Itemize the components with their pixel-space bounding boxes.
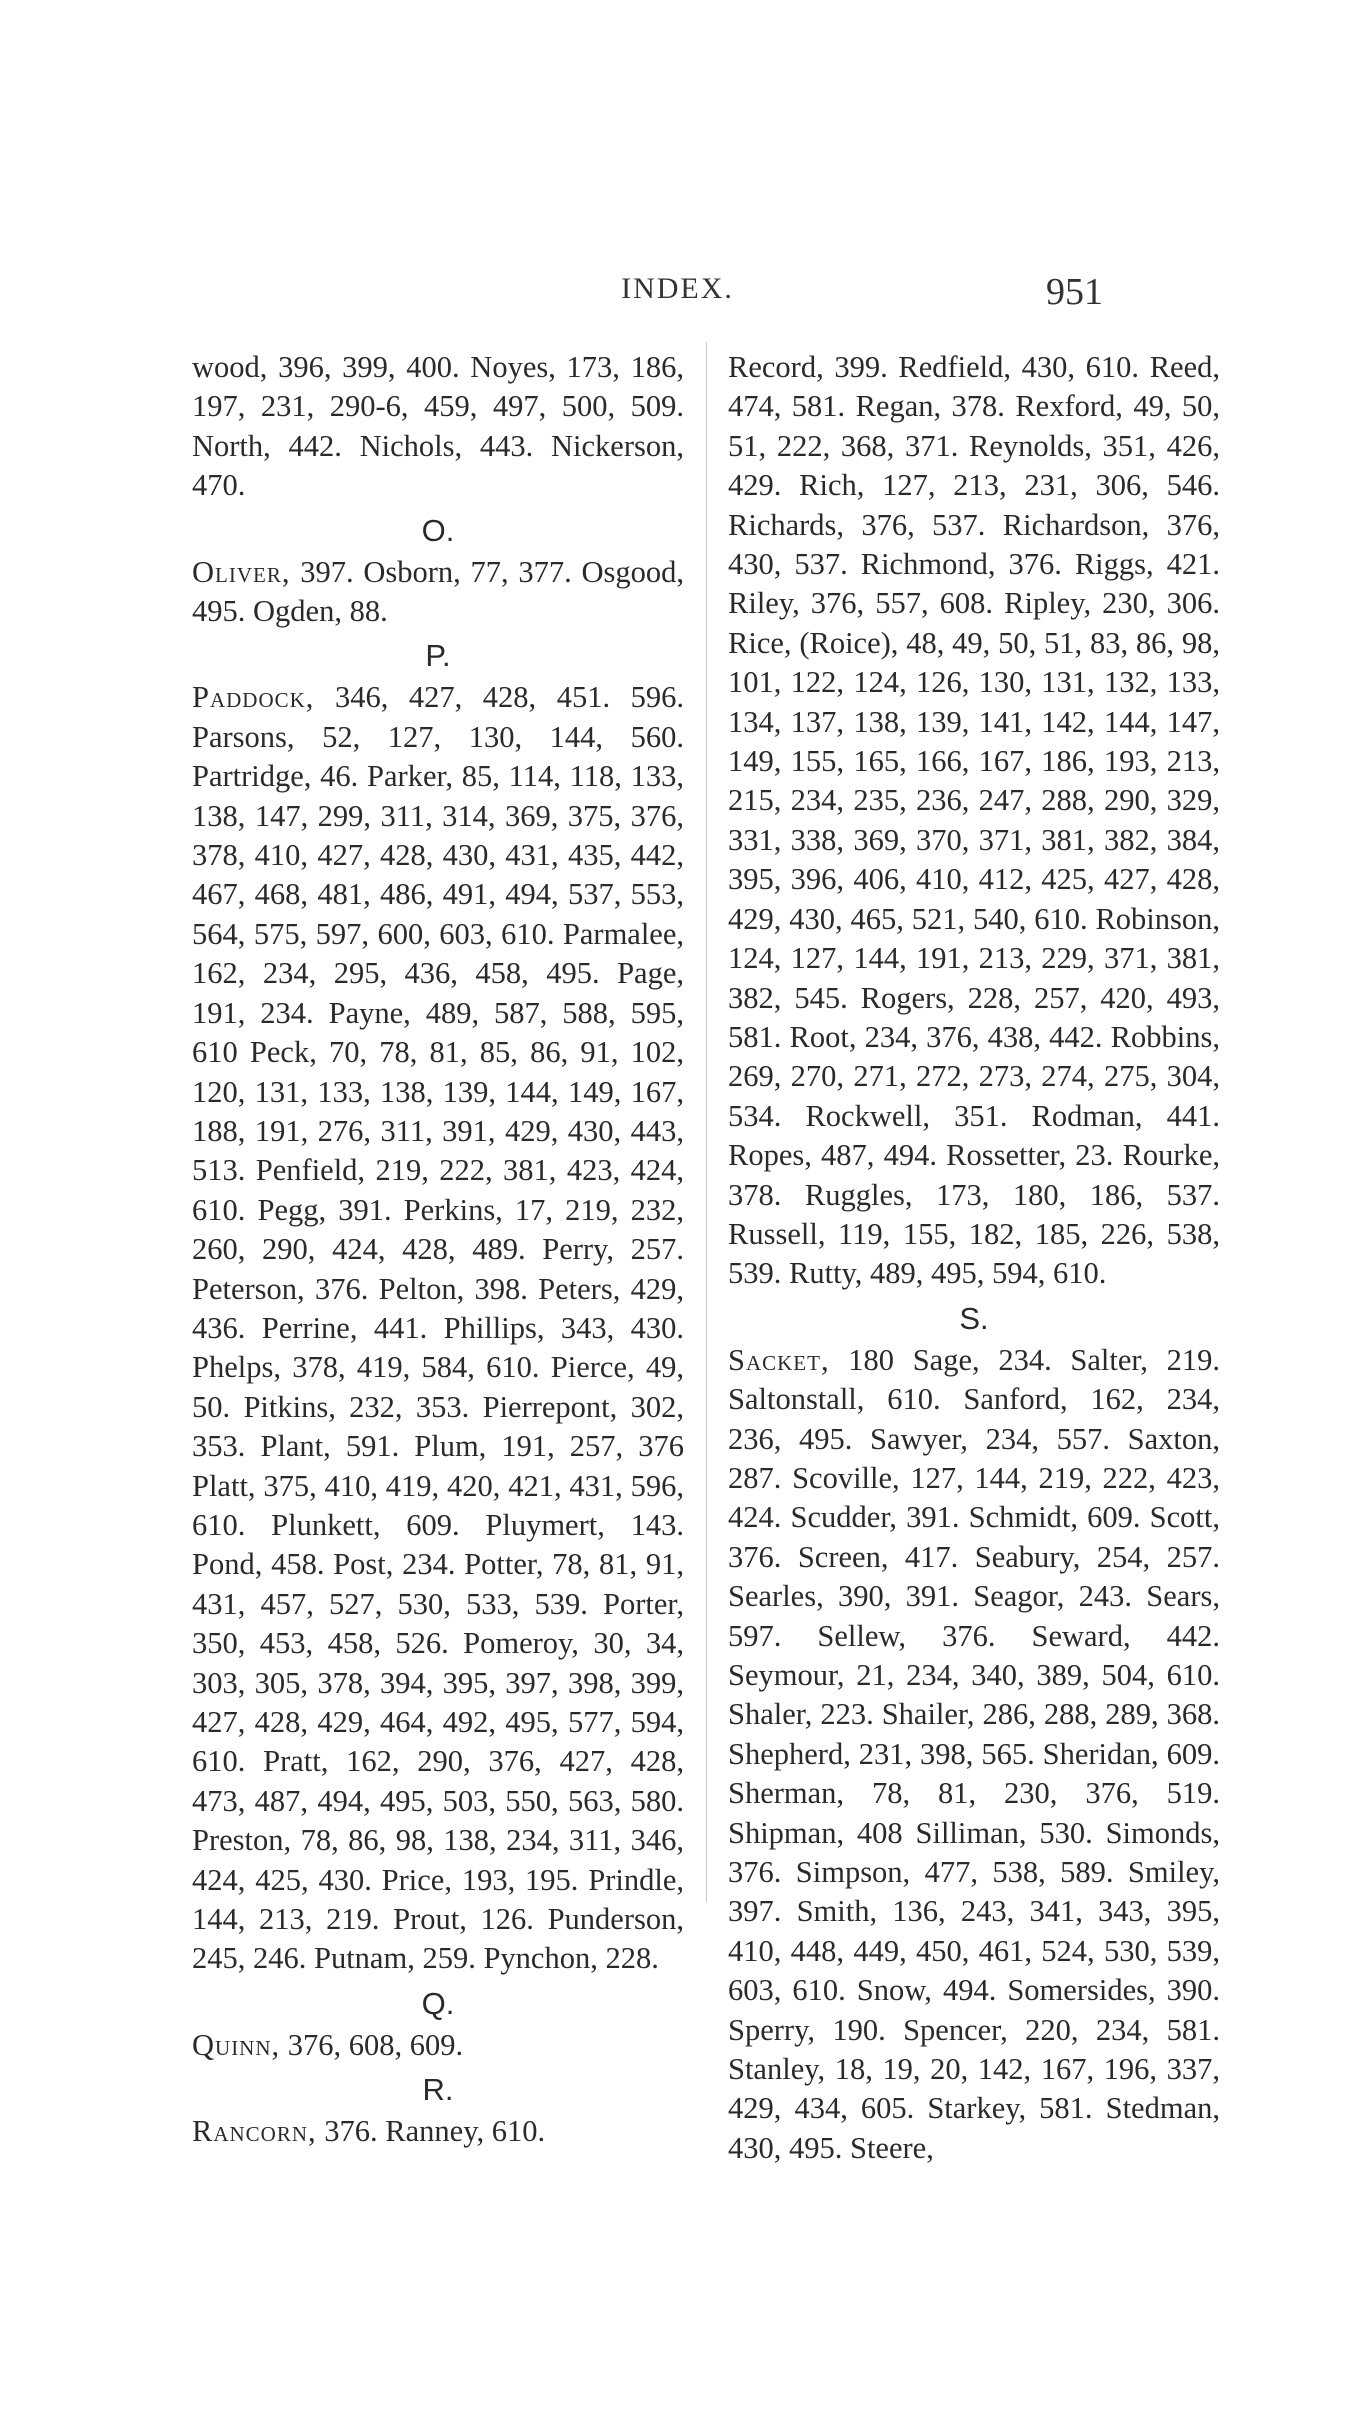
index-entries-s <box>728 1341 1220 2169</box>
first-entry-o: Oliver, <box>192 554 291 589</box>
index-entries-q <box>192 2026 684 2065</box>
first-entry-r: Rancorn, <box>192 2114 317 2149</box>
entries-q-text: 376, 608, 609. <box>280 2027 464 2062</box>
left-column <box>192 348 684 2152</box>
entries-p-text: 346, 427, 428, 451. 596. Parsons, 52, 127, 130, 144, 560. Partridge, 46. Parker, 85, 114, 118, 133, 138, 147, 299, 311, 314, 369, 375, 376, 378, 410, 427, 428, 430, 431, 435, 442, 467, 468, 481, 486, 491, 494, 537, 553, 564, 575, 597, 600, 603, 610. Parmalee, 162, 234, 295, 436, 458, 495. Page, 191, 234. Payne, 489, 587, 588, 595, 610 Peck, 70, 78, 81, 85, 86, 91, 102, 120, 131, 133, 138, 139, 144, 149, 167, 188, 191, 276, 311, 391, 429, 430, 443, 513. Penfield, 219, 222, 381, 423, 424, 610. Pegg, 391. Perkins, 17, 219, 232, 260, 290, 424, 428, 489. Perry, 257. Peterson, 376. Pelton, 398. Peters, 429, 436. Perrine, 441. Phillips, 343, 430. Phelps, 378, 419, 584, 610. Pierce, 49, 50. Pitkins, 232, 353. Pierrepont, 302, 353. Plant, 591. Plum, 191, 257, 376 Platt, 375, 410, 419, 420, 421, 431, 596, 610. Plunkett, 609. Pluymert, 143. Pond, 458. Post, 234. Potter, 78, 81, 91, 431, 457, 527, 530, 533, 539. Porter, 350, 453, 458, 526. Pomeroy, 30, 34, 303, 305, 378, 394, 395, 397, 398, 399, 427, 428, 429, 464, 492, 495, 577, 594, 610. Pratt, 162, 290, 376, 427, 428, 473, 487, 494, 495, 503, 550, 563, 580. Preston, 78, 86, 98, 138, 234, 311, 346, 424, 425, 430. Price, 193, 195. Prindle, 144, 213, 219. Prout, 126. Punderson, 245, 246. Putnam, 259. Pynchon, 228. <box>192 680 684 1976</box>
first-entry-s: Sacket, <box>728 1342 830 1377</box>
first-entry-q: Quinn, <box>192 2027 281 2062</box>
page-number: 951 <box>1046 271 1103 313</box>
index-entries-r-start <box>192 2112 684 2151</box>
index-entries-r: Record, 399. Redfield, 430, 610. Reed, 474, 581. Regan, 378. Rexford, 49, 50, 51, 222, 368, 371. Reynolds, 351, 426, 429. Rich, 127, 213, 231, 306, 546. Richards, 376, 537. Richardson, 376, 430, 537. Richmond, 376. Riggs, 421. Riley, 376, 557, 608. Ripley, 230, 306. Rice, (Roice), 48, 49, 50, 51, 83, 86, 98, 101, 122, 124, 126, 130, 131, 132, 133, 134, 137, 138, 139, 141, 142, 144, 147, 149, 155, 165, 166, 167, 186, 193, 213, 215, 234, 235, 236, 247, 288, 290, 329, 331, 338, 369, 370, 371, 381, 382, 384, 395, 396, 406, 410, 412, 425, 427, 428, 429, 430, 465, 521, 540, 610. Robinson, 124, 127, 144, 191, 213, 229, 371, 381, 382, 545. Rogers, 228, 257, 420, 493, 581. Root, 234, 376, 438, 442. Robbins, 269, 270, 271, 272, 273, 274, 275, 304, 534. Rockwell, 351. Rodman, 441. Ropes, 487, 494. Rossetter, 23. Rourke, 378. Ruggles, 173, 180, 186, 537. Russell, 119, 155, 182, 185, 226, 538, 539. Rutty, 489, 495, 594, 610. <box>728 350 1220 1291</box>
section-letter-o: O. <box>421 512 455 548</box>
section-letter-p: P. <box>425 638 451 674</box>
section-letter-s: S. <box>959 1300 989 1336</box>
page-header <box>0 262 1355 322</box>
section-letter-q: Q. <box>421 1985 455 2021</box>
first-entry-p: Paddock, <box>192 680 315 715</box>
entries-r-text: 376. Ranney, 610. <box>316 2114 546 2149</box>
index-entries-o <box>192 553 684 632</box>
column-divider <box>706 342 707 1902</box>
entries-o-text: 397. Osborn, 77, 377. Osgood, 495. Ogden, 88. <box>192 554 684 629</box>
right-column <box>728 348 1220 2168</box>
index-entries-p <box>192 678 684 1978</box>
section-letter-r: R. <box>422 2072 454 2108</box>
page-title: INDEX. <box>621 272 734 305</box>
entries-s-text: 180 Sage, 234. Salter, 219. Saltonstall, 610. Sanford, 162, 234, 236, 495. Sawyer, 234, 557. Saxton, 287. Scoville, 127, 144, 219, 222, 423, 424. Scudder, 391. Schmidt, 609. Scott, 376. Screen, 417. Seabury, 254, 257. Searles, 390, 391. Seagor, 243. Sears, 597. Sellew, 376. Seward, 442. Seymour, 21, 234, 340, 389, 504, 610. Shaler, 223. Shailer, 286, 288, 289, 368. Shepherd, 231, 398, 565. Sheridan, 609. Sherman, 78, 81, 230, 376, 519. Shipman, 408 Silliman, 530. Simonds, 376. Simpson, 477, 538, 589. Smiley, 397. Smith, 136, 243, 341, 343, 395, 410, 448, 449, 450, 461, 524, 530, 539, 603, 610. Snow, 494. Somersides, 390. Sperry, 190. Spencer, 220, 234, 581. Stanley, 18, 19, 20, 142, 167, 196, 337, 429, 434, 605. Starkey, 581. Stedman, 430, 495. Steere, <box>728 1342 1220 2165</box>
index-entries-n: wood, 396, 399, 400. Noyes, 173, 186, 197, 231, 290-6, 459, 497, 500, 509. North, 442. Nichols, 443. Nickerson, 470. <box>192 350 684 503</box>
